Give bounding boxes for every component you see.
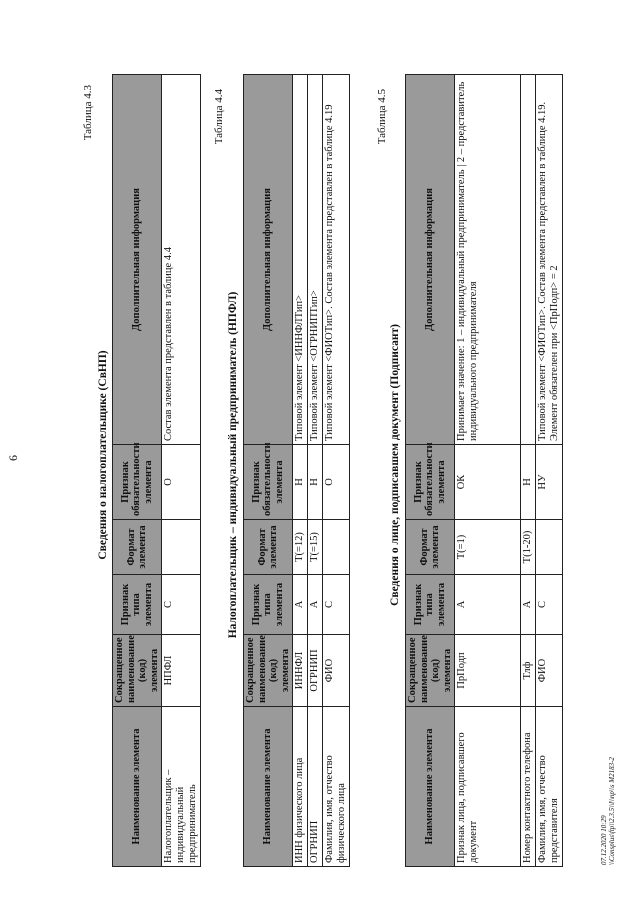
table-4-5 [405,74,563,867]
cell-element-name: ОГРНИП [308,707,323,867]
col-header: Наименование элемента [244,707,293,867]
col-header: Дополнительная информация [113,75,162,445]
print-footer [600,757,617,865]
cell-format [323,520,350,575]
col-header: Признак типа элемента [113,575,162,635]
cell-required: ОК [455,445,521,520]
cell-info: Типовой элемент <ФИОТип>. Состав элемента представлен в таблице 4.19 [323,75,350,445]
cell-element-name: Признак лица, подписавшего документ [455,707,521,867]
table-4-4 [243,74,350,867]
cell-required: О [162,445,201,520]
cell-type: А [308,575,323,635]
cell-info [521,75,536,445]
cell-format: T(=12) [293,520,308,575]
cell-format: T(=15) [308,520,323,575]
cell-type: А [521,575,536,635]
table-row [536,75,563,867]
table-4-4-title: Налогоплательщик – индивидуальный предприниматель (НПФЛ) [227,291,239,639]
table-4-3 [112,74,201,867]
cell-info: Типовой элемент <ФИОТип>. Состав элемента представлен в таблице 4.19. Элемент обязателен при <ПрПодп> = 2 [536,75,563,445]
col-header: Признак типа элемента [406,575,455,635]
cell-code: ФИО [536,635,563,707]
col-header: Сокращенное наименование (код) элемента [244,635,293,707]
table-4-3-title: Сведения о налогоплательщике (СвНП) [97,350,109,560]
table-row [323,75,350,867]
cell-type: А [293,575,308,635]
cell-code: ОГРНИП [308,635,323,707]
col-header: Дополнительная информация [244,75,293,445]
cell-element-name: Номер контактного телефона [521,707,536,867]
col-header: Сокращенное наименование (код) элемента [406,635,455,707]
table-row [308,75,323,867]
cell-required: Н [308,445,323,520]
col-header: Наименование элемента [113,707,162,867]
cell-info: Состав элемента представлен в таблице 4.4 [162,75,201,445]
cell-type: С [162,575,201,635]
cell-code: Тлф [521,635,536,707]
table-4-5-label: Таблица 4.5 [376,89,388,145]
cell-code: НПФЛ [162,635,201,707]
cell-code: ИННФЛ [293,635,308,707]
cell-format: T(=1) [455,520,521,575]
cell-info: Принимает значение: 1 – индивидуальный предприниматель | 2 – представитель индивидуального предпринимателя [455,75,521,445]
cell-element-name: Фамилия, имя, отчество физического лица [323,707,350,867]
table-row [455,75,521,867]
col-header: Формат элемента [406,520,455,575]
cell-required: О [323,445,350,520]
table-row [162,75,201,867]
cell-required: Н [521,445,536,520]
col-header: Сокращенное наименование (код) элемента [113,635,162,707]
table-4-5-title: Сведения о лице, подписавшем документ (Подписант) [389,324,401,606]
cell-code: ПрПодп [455,635,521,707]
page-number: 6 [6,455,20,461]
col-header: Признак обязательности элемента [244,445,293,520]
col-header: Формат элемента [113,520,162,575]
footer-timestamp: 07.12.2020 10:29 [600,815,608,865]
cell-type: А [455,575,521,635]
col-header: Признак обязательности элемента [113,445,162,520]
footer-path: \\Consplus\ftp\\2.3.5\\l\\пр\\s M2183-2 [608,757,617,865]
table-header-row [406,75,455,867]
table-4-4-label: Таблица 4.4 [213,89,225,145]
cell-type: С [323,575,350,635]
col-header: Наименование элемента [406,707,455,867]
cell-type: С [536,575,563,635]
cell-element-name: Налогоплательщик – индивидуальный предприниматель [162,707,201,867]
col-header: Дополнительная информация [406,75,455,445]
col-header: Формат элемента [244,520,293,575]
cell-element-name: ИНН физического лица [293,707,308,867]
cell-required: НУ [536,445,563,520]
cell-format [536,520,563,575]
table-header-row [113,75,162,867]
cell-format [162,520,201,575]
cell-format: T(1-20) [521,520,536,575]
col-header: Признак типа элемента [244,575,293,635]
cell-element-name: Фамилия, имя, отчество представителя [536,707,563,867]
cell-info: Типовой элемент <ОГРНИПТип> [308,75,323,445]
cell-required: Н [293,445,308,520]
table-row [521,75,536,867]
table-4-3-label: Таблица 4.3 [82,85,94,141]
col-header: Признак обязательности элемента [406,445,455,520]
table-header-row [244,75,293,867]
cell-info: Типовой элемент <ИННФЛТип> [293,75,308,445]
cell-code: ФИО [323,635,350,707]
table-row [293,75,308,867]
